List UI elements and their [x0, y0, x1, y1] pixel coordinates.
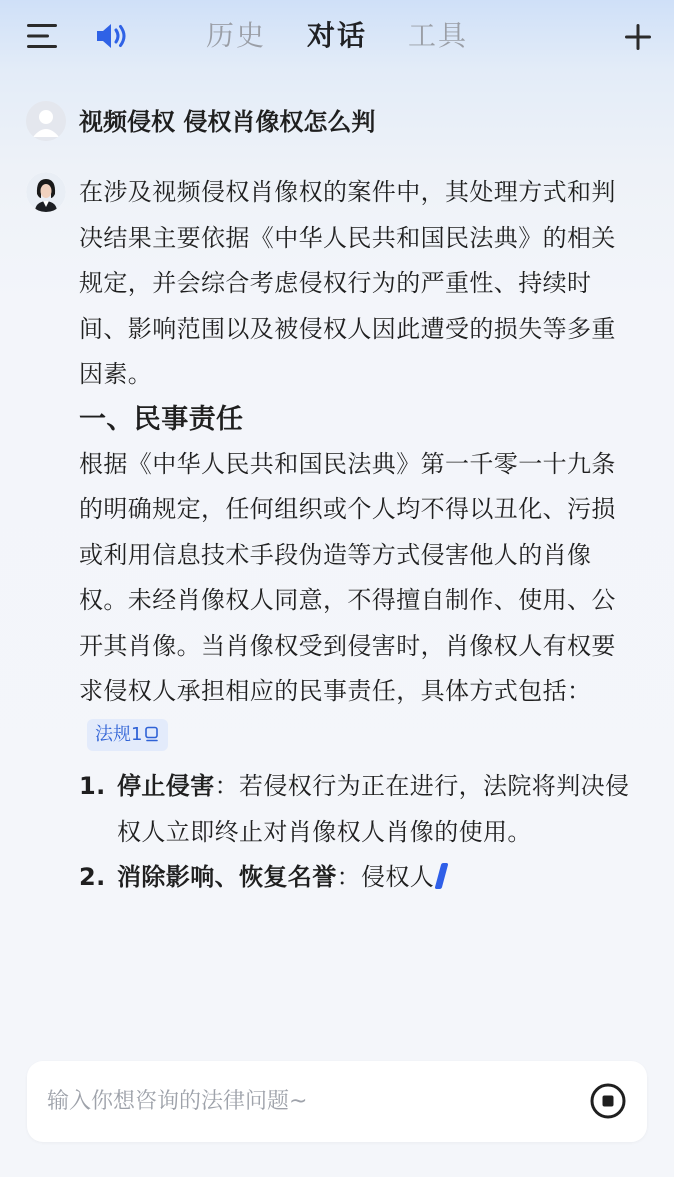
- list-number: 2.: [79, 863, 106, 891]
- stop-generation-icon[interactable]: [589, 1082, 627, 1120]
- plus-icon[interactable]: [622, 22, 654, 52]
- top-bar: [0, 0, 674, 72]
- user-avatar: [26, 101, 66, 141]
- section-title: 一、民事责任: [79, 403, 244, 435]
- numbered-list: [79, 764, 639, 901]
- user-question: 视频侵权 侵权肖像权怎么判: [79, 108, 376, 136]
- assistant-avatar: [26, 172, 66, 212]
- question-input[interactable]: [47, 1061, 567, 1142]
- list-number: 1.: [79, 772, 106, 800]
- list-item-key: 消除影响、恢复名誉: [117, 863, 337, 891]
- list-item-key: 停止侵害: [117, 772, 215, 800]
- document-icon: [144, 726, 160, 742]
- assistant-answer: [79, 170, 639, 901]
- reference-chip[interactable]: [87, 719, 168, 751]
- tab-chat[interactable]: 对话: [307, 19, 368, 52]
- list-item: [79, 764, 639, 855]
- typing-cursor: [435, 863, 449, 889]
- tab-history[interactable]: 历史: [206, 19, 267, 52]
- input-bar: [27, 1061, 647, 1142]
- menu-icon[interactable]: [26, 22, 58, 50]
- list-item-text: ：若侵权行为正在进行，法院将判决侵权人立即终止对肖像权人肖像的使用。: [117, 772, 630, 846]
- answer-intro: 在涉及视频侵权肖像权的案件中，其处理方式和判决结果主要依据《中华人民共和国民法典》的相关规定，并会综合考虑侵权行为的严重性、持续时间、影响范围以及被侵权人因此遭受的损失等多重因素。: [79, 178, 616, 388]
- list-item-text: ：侵权人: [336, 863, 435, 891]
- list-item: [79, 855, 639, 901]
- reference-chip-label: 法规1: [95, 723, 143, 745]
- lawyer-portrait-icon: [26, 172, 66, 212]
- section-body: [79, 442, 639, 761]
- user-silhouette-icon: [26, 101, 66, 141]
- speaker-icon[interactable]: [94, 20, 128, 52]
- tab-tools[interactable]: 工具: [408, 19, 469, 52]
- section-body-text: 根据《中华人民共和国民法典》第一千零一十九条的明确规定，任何组织或个人均不得以丑化、污损或利用信息技术手段伪造等方式侵害他人的肖像权。未经肖像权人同意，不得擅自制作、使用、公开其肖像。当肖像权受到侵害时，肖像权人有权要求侵权人承担相应的民事责任，具体方式包括：: [79, 449, 616, 705]
